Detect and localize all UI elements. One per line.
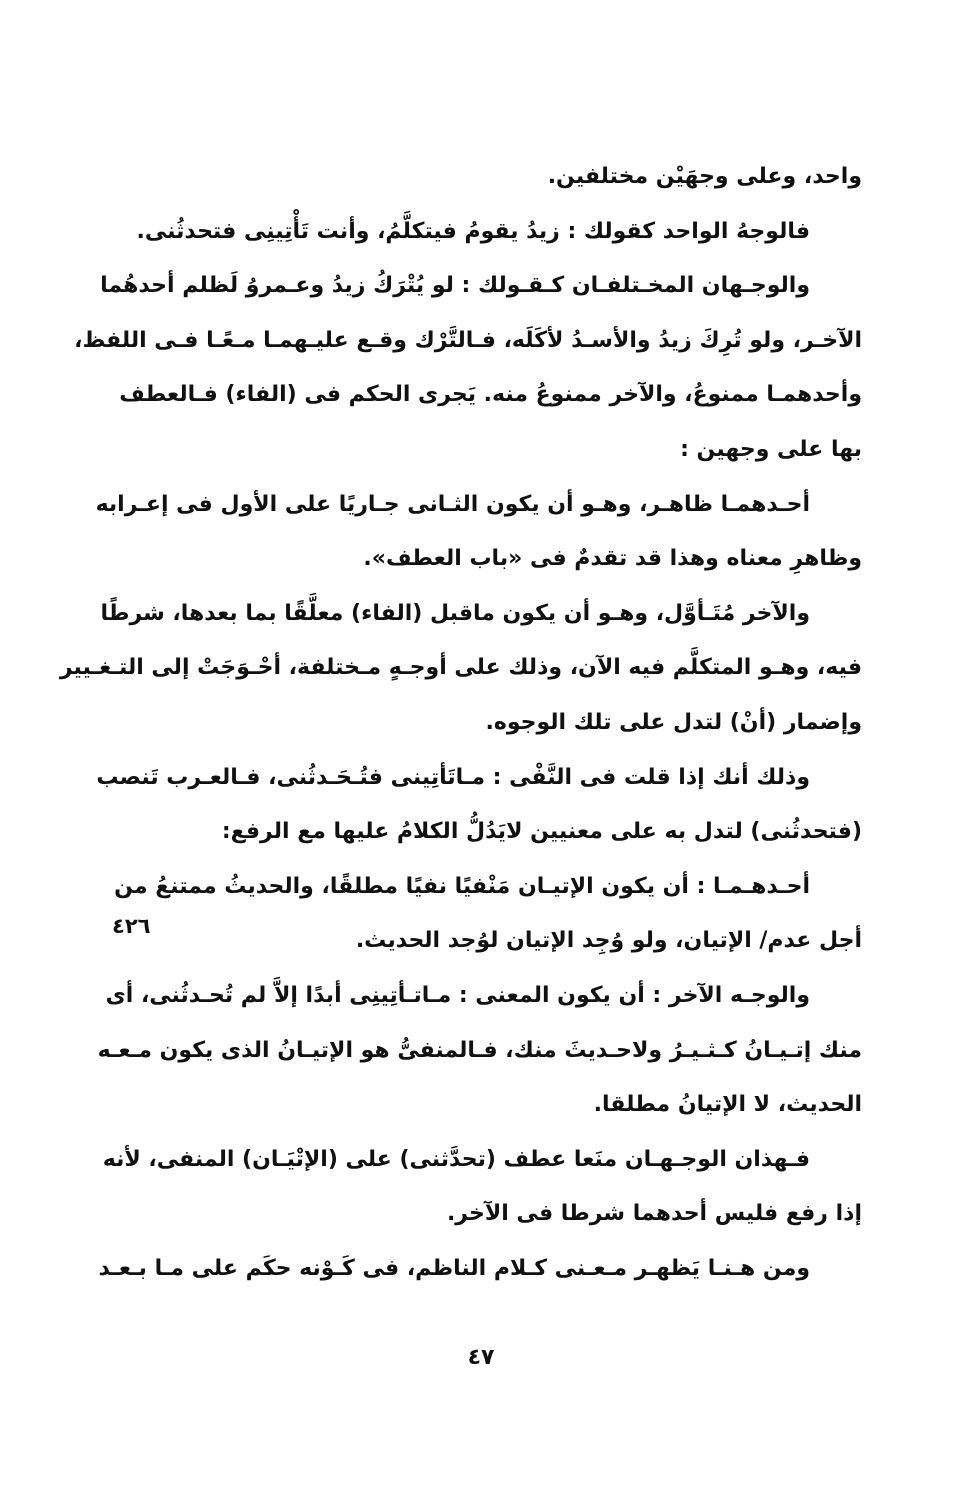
text-line: فالوجهُ الواحد كقولك : زيدُ يقومُ فيتكلَّمُ، وأنت تَأْتِينِى فتحدثُنى. — [136, 218, 810, 244]
text-line: الآخـر، ولو تُرِكَ زيدُ والأسـدُ لأكَلَه، فـالتَّرْك وقـع عليـهمـا مـعًـا فـى اللفظ، — [74, 327, 862, 353]
text-line: فيه، وهـو المتكلَّم فيه الآن، وذلك على أوجـهٍ مـختلفة، أحْـوَجَتْ إلى التـغـيير — [59, 655, 862, 681]
text-line: أجل عدم/ الإتيان، ولو وُجِد الإتيان لوُجد الحديث. — [355, 928, 862, 954]
text-line: فـهذان الوجـهـان منَعا عطف (تحدَّثنى) على (الإتْيَـان) المنفى، لأنه — [102, 1146, 810, 1172]
text-line: وظاهرِ معناه وهذا قد تقدمٌ فى «باب العطف». — [363, 546, 862, 572]
paragraph-9 — [102, 1133, 862, 1242]
page-number: ٤٧ — [467, 1345, 495, 1370]
text-line: والوجـه الآخر : أن يكون المعنى : مـاتـأتِينِى أبدًا إلاَّ لم تُحـدثُنى، أى — [105, 982, 810, 1008]
text-line: واحد، وعلى وجهَيْن مختلفين. — [547, 164, 862, 189]
text-line: بها على وجهين : — [680, 436, 862, 462]
text-line: إذا رفع فليس أحدهما شرطا فى الآخر. — [446, 1201, 862, 1227]
paragraph-8 — [97, 969, 862, 1133]
text-line: (فتحدثُنى) لتدل به على معنيين لايَدُلُّ الكلامُ عليها مع الرفع: — [221, 819, 862, 845]
margin-page-reference: ٤٢٦ — [112, 914, 151, 938]
text-line: الحديث، لا الإتيانُ مطلقا. — [593, 1092, 862, 1118]
paragraph-5 — [59, 587, 862, 751]
paragraph-2 — [136, 205, 862, 260]
paragraph-3 — [74, 259, 862, 477]
text-line: وإضمار (أنْ) لتدل على تلك الوجوه. — [485, 709, 862, 735]
text-line: وذلك أنك إذا قلت فى النَّفْى : مـاتَأتِينى فتُـحَـدثُنى، فـالعـرب تَنصب — [96, 764, 810, 790]
paragraph-6 — [96, 751, 862, 860]
paragraph-4 — [95, 478, 862, 587]
text-line: ومن هـنـا يَظهـر مـعـنى كـلام الناظم، فى كَـوْنه حكَم على مـا بـعـد — [98, 1255, 810, 1281]
text-line: أحـدهمـا ظاهـر، وهـو أن يكون الثـانى جـاريًا على الأول فى إعـرابه — [95, 491, 810, 517]
paragraph-10 — [98, 1242, 862, 1297]
paragraph-1 — [182, 150, 862, 205]
text-line: والآخر مُتَـأوَّل، وهـو أن يكون ماقبل (الفاء) معلَّقًا بما بعدها، شرطًا — [100, 600, 810, 626]
text-line: أحـدهـمـا : أن يكون الإتيـان مَنْفيًا نفيًا مطلقًا، والحديثُ ممتنعُ من — [114, 873, 810, 899]
text-line: والوجـهان المخـتلفـان كـقـولك : لو يُتْرَكُ زيدُ وعـمروُ لَظلم أحدهُما — [100, 273, 810, 299]
text-line: منك إتـيـانُ كـثـيـرُ ولاحـديثَ منك، فـالمنفىُّ هو الإتيـانُ الذى يكون مـعـه — [97, 1037, 862, 1063]
text-line: وأحدهمـا ممنوعُ، والآخر ممنوعُ منه. يَجرى الحكم فى (الفاء) فـالعطف — [119, 382, 862, 408]
